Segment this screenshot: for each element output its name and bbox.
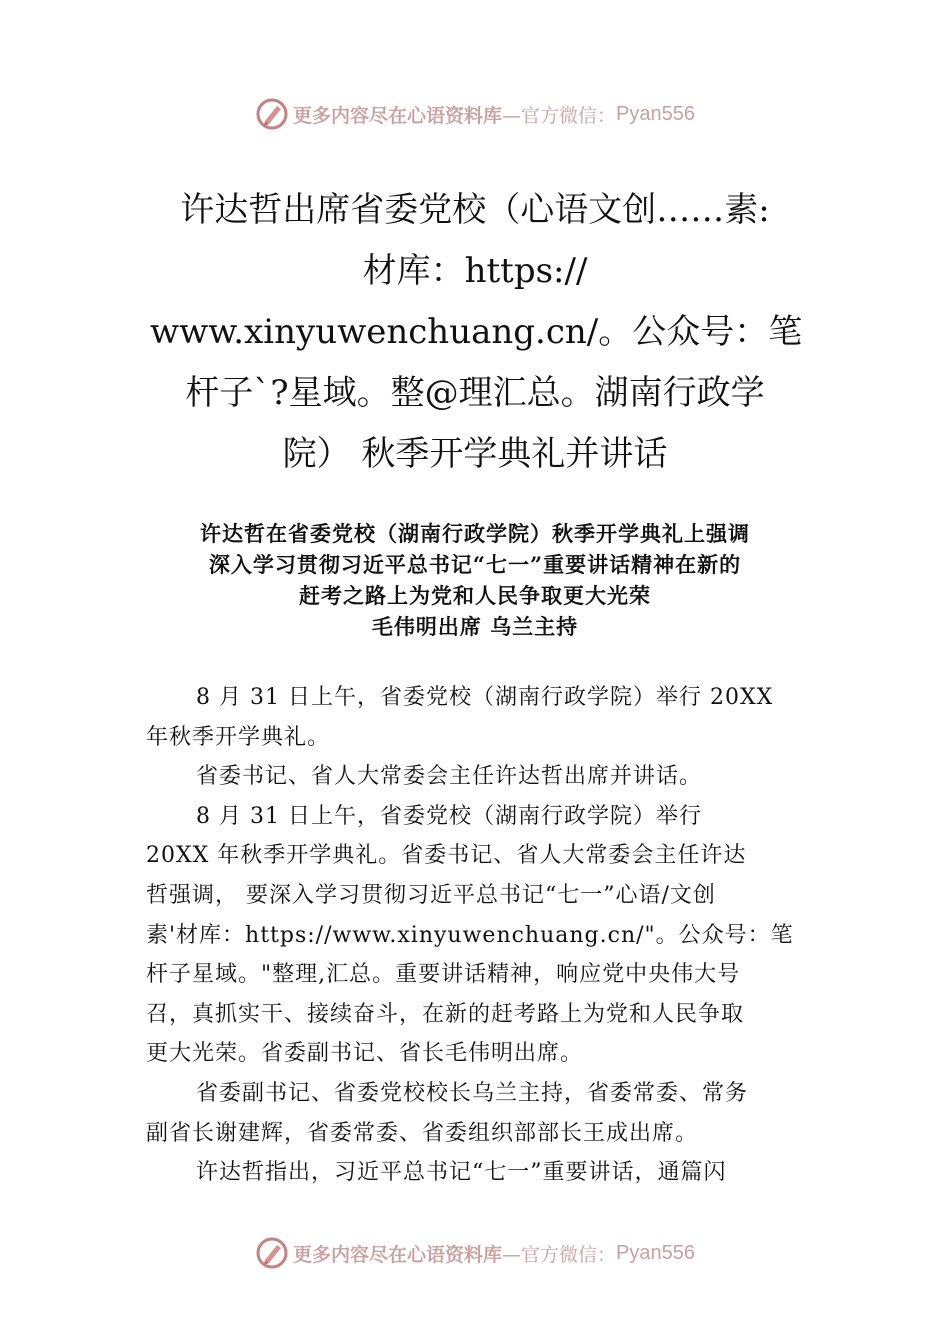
pen-logo-icon (255, 1236, 289, 1270)
body-line: 省委书记、省人大常委会主任许达哲出席并讲话。 (196, 764, 703, 790)
banner-text: 更多内容尽在心语资料库 (293, 104, 503, 127)
body-line: 杆子星域。"整理,汇总。重要讲话精神，响应党中央伟大号 (146, 962, 741, 988)
banner-separator: —官方微信： (502, 104, 617, 127)
title-line: 杆子`?星域。整@理汇总。湖南行政学 (185, 373, 765, 413)
banner-separator: —官方微信： (502, 1243, 617, 1266)
document-title (150, 180, 803, 485)
body-line: 8 月 31 日上午，省委党校（湖南行政学院）举行 (196, 803, 702, 829)
header-banner (0, 94, 950, 134)
pen-logo-icon (255, 97, 289, 131)
body-line: 20XX 年秋季开学典礼。省委书记、省人大常委会主任许达 (146, 843, 747, 869)
body-line: 素'材库：https://www.xinyuwenchuang.cn/"。公众号：笔 (146, 922, 794, 948)
body-text (146, 678, 816, 1193)
body-line: 更大光荣。省委副书记、省长毛伟明出席。 (146, 1041, 584, 1067)
title-line: 许达哲出席省委党校（心语文创……素: (180, 190, 770, 230)
footer-banner (0, 1233, 950, 1273)
banner-text: 更多内容尽在心语资料库 (293, 1243, 503, 1266)
body-line: 副省长谢建辉，省委常委、省委组织部部长王成出席。 (146, 1120, 699, 1146)
subtitle-line: 毛伟明出席 乌兰主持 (371, 614, 579, 639)
subtitle-line: 深入学习贯彻习近平总书记“七一”重要讲话精神在新的 (208, 552, 742, 577)
body-line: 8 月 31 日上午，省委党校（湖南行政学院）举行 20XX (196, 685, 774, 710)
subtitle (130, 518, 820, 642)
body-line: 召，真抓实干、接续奋斗，在新的赶考路上为党和人民争取 (146, 1001, 745, 1027)
title-line: www.xinyuwenchuang.cn/。公众号：笔 (150, 312, 803, 352)
title-line: 材库：https:// (362, 251, 588, 291)
body-line: 许达哲指出，习近平总书记“七一”重要讲话，通篇闪 (196, 1160, 727, 1186)
subtitle-line: 赶考之路上为党和人民争取更大光荣 (299, 583, 651, 608)
body-line: 省委副书记、省委党校校长乌兰主持，省委常委、常务 (196, 1080, 749, 1106)
body-line: 哲强调， 要深入学习贯彻习近平总书记“七一”心语/文创 (146, 882, 716, 908)
subtitle-line: 许达哲在省委党校（湖南行政学院）秋季开学典礼上强调 (200, 521, 750, 546)
banner-wechat-id: Pyan556 (616, 1241, 695, 1264)
body-line: 年秋季开学典礼。 (146, 724, 331, 750)
banner-wechat-id: Pyan556 (616, 102, 695, 125)
title-line: 院） 秋季开学典礼并讲话 (282, 434, 668, 474)
